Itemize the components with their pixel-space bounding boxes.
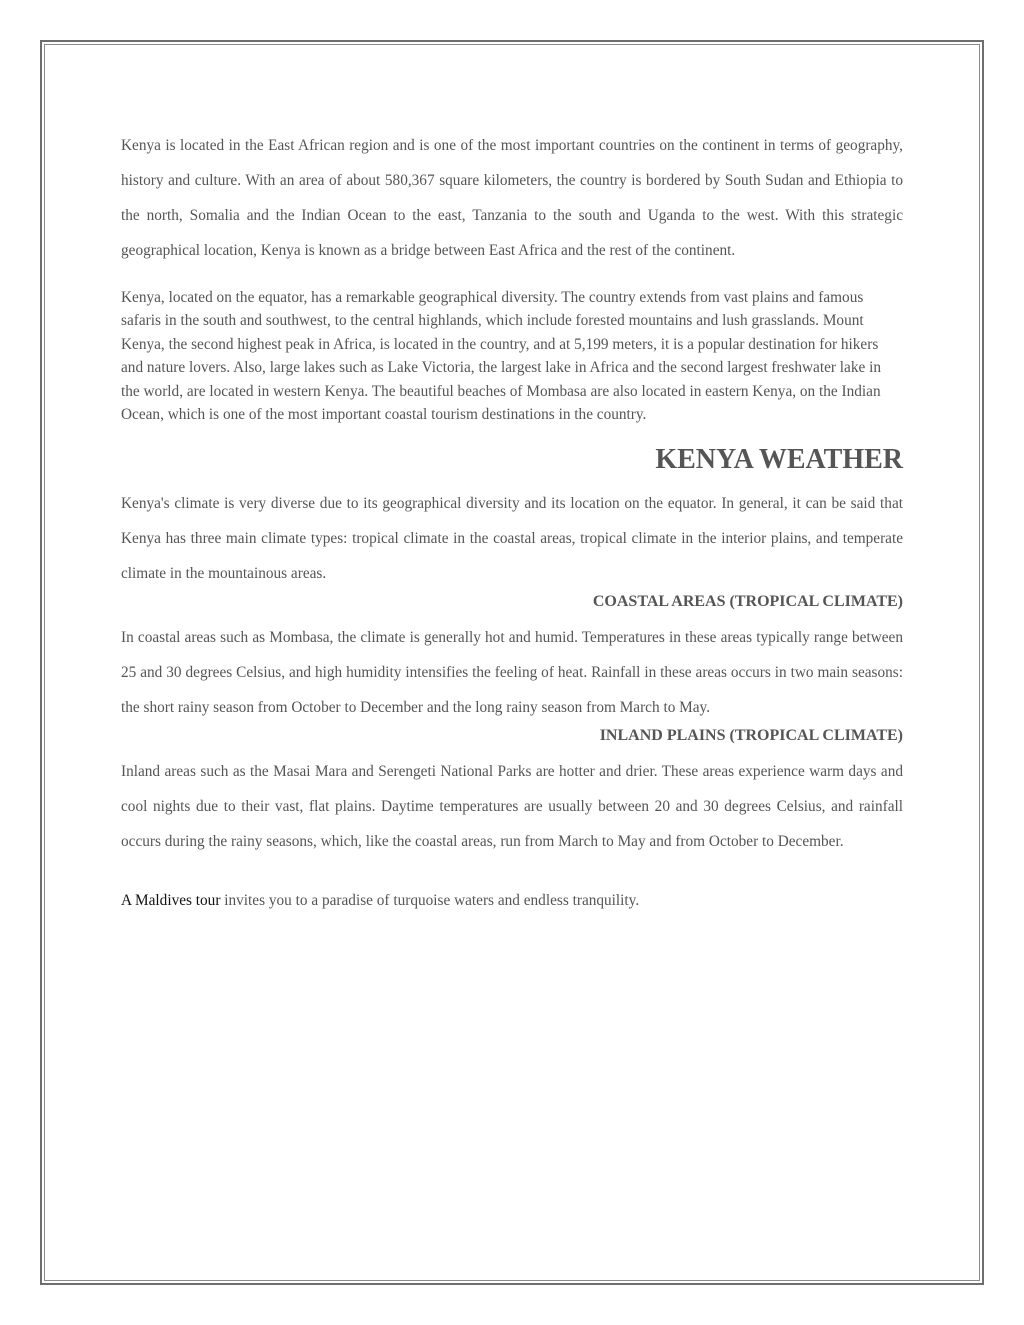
coastal-heading: COASTAL AREAS (TROPICAL CLIMATE) [592,593,903,611]
document-body [121,128,903,910]
geography-paragraph: Kenya, located on the equator, has a remarkable geographical diversity. The country extends from vast plains and famous safaris in the south and southwest, to the central highlands, which include forested mountains and lush grasslands. Mount Kenya, the second highest peak in Africa, is located in the country, and at 5,199 meters, it is a popular destination for hikers and nature lovers. Also, large lakes such as Lake Victoria, the largest lake in Africa and the second largest freshwater lake in the world, are located in western Kenya. The beautiful beaches of Mombasa are also located in eastern Kenya, on the Indian Ocean, which is one of the most important coastal tourism destinations in the country. [121,289,881,424]
closing-line [121,892,903,910]
inland-paragraph: Inland areas such as the Masai Mara and Serengeti National Parks are hotter and drier. These areas experience warm days and cool nights due to their vast, flat plains. Daytime temperatures are usually between 20 and 30 degrees Celsius, and rainfall occurs during the rainy seasons, which, like the coastal areas, run from March to May and from October to December. [121,763,903,851]
intro-paragraph: Kenya is located in the East African region and is one of the most important countries on the continent in terms of geography, history and culture. With an area of about 580,367 square kilometers, the country is bordered by South Sudan and Ethiopia to the north, Somalia and the Indian Ocean to the east, Tanzania to the south and Uganda to the west. With this strategic geographical location, Kenya is known as a bridge between East Africa and the rest of the continent. [121,137,903,259]
maldives-tour-link[interactable]: A Maldives tour [121,892,221,910]
coastal-paragraph: In coastal areas such as Mombasa, the climate is generally hot and humid. Temperatures in these areas typically range between 25 and 30 degrees Celsius, and high humidity intensifies the feeling of heat. Rainfall in these areas occurs in two main seasons: the short rainy season from October to December and the long rainy season from March to May. [121,629,903,717]
inland-heading: INLAND PLAINS (TROPICAL CLIMATE) [599,727,903,745]
climate-paragraph: Kenya's climate is very diverse due to its geographical diversity and its location on the equator. In general, it can be said that Kenya has three main climate types: tropical climate in the coastal areas, tropical climate in the interior plains, and temperate climate in the mountainous areas. [121,495,903,583]
weather-heading: KENYA WEATHER [655,444,903,476]
closing-text: invites you to a paradise of turquoise waters and endless tranquility. [220,892,640,910]
